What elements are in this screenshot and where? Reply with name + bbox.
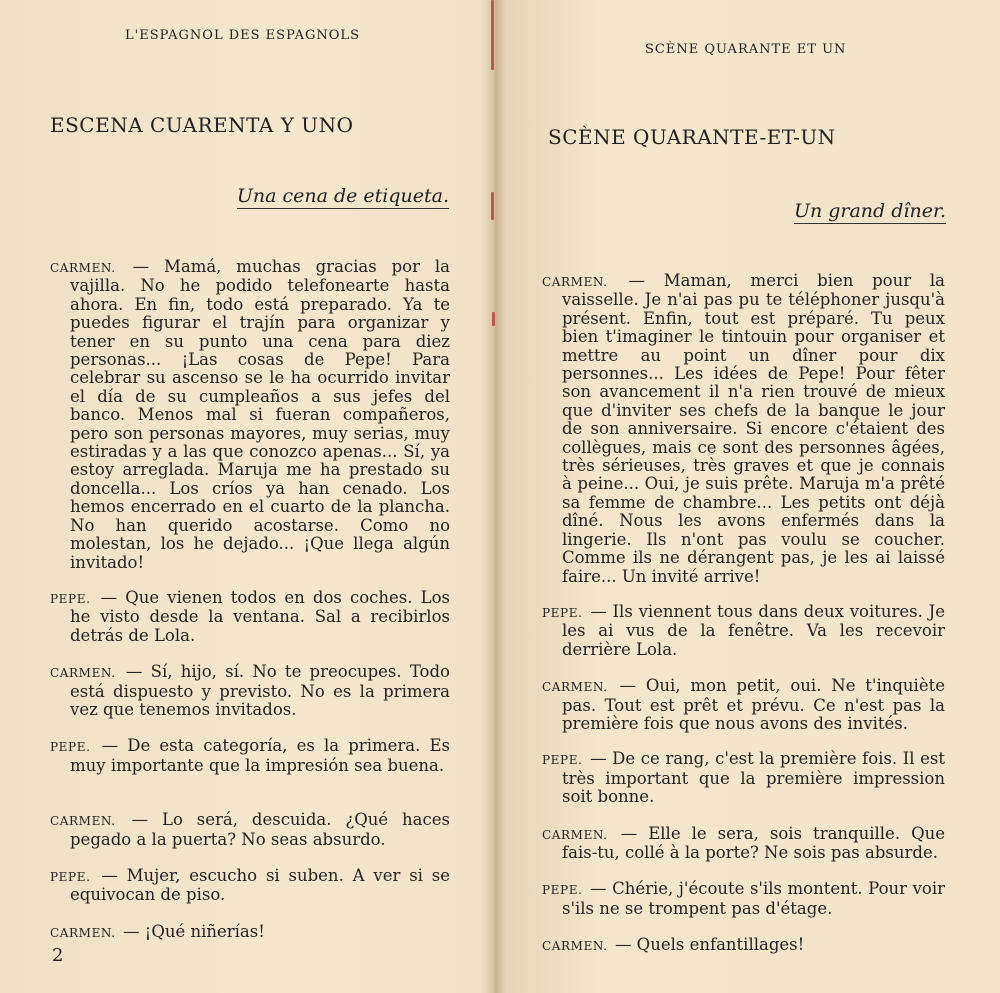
speaker-name: CARMEN. [50, 261, 116, 275]
speaker-name: CARMEN. [542, 939, 608, 954]
speech-text: — Elle le sera, sois tranquille. Que fais-tu, collé à la porte? Ne sois pas absurde. [562, 823, 946, 862]
speaker-name: PEPE. [50, 591, 91, 606]
speech [50, 867, 450, 905]
speech [542, 750, 945, 806]
speech-text: — Que vienen todos en dos coches. Los he visto desde la ventana. Sal a recibirlos detrás de Lola. [70, 587, 450, 645]
speech-text: — De esta categoría, es la primera. Es muy importante que la impresión sea buena. [70, 736, 451, 775]
speech [50, 811, 450, 849]
speech-text: — Ils viennent tous dans deux voitures. Je les ai vus de la fenêtre. Va les recevoir derrière Lola. [562, 601, 946, 659]
speech [542, 603, 945, 659]
speech [50, 663, 450, 719]
speaker-name: CARMEN. [542, 680, 608, 695]
running-head: L'ESPAGNOL DES ESPAGNOLS [125, 28, 360, 43]
speech-text: — Sí, hijo, sí. No te preocupes. Todo está dispuesto y previsto. No es la primera vez que tenemos invitados. [70, 662, 450, 719]
speech [50, 923, 450, 942]
right-page [505, 0, 1000, 993]
speaker-name: PEPE. [50, 740, 91, 755]
speech-text: — Maman, merci bien pour la vaisselle. Je n'ai pas pu te téléphoner jusqu'à présent. Enfin, tout est préparé. Tu peux bien t'imaginer le tintouin pour organiser et mettre au point un dîner pour dix personnes... Les idées de Pepe! Pour fêter son avancement il n'a rien trouvé de mieux que d'inviter ses chefs de la banque le jour de son anniversaire. Si encore c'étaient des collègues, mais ce sont des personnes âgées, très sérieuses, très graves et que je connais à peine... Oui, je suis prête. Maruja m'a prêté sa femme de chambre... Les petits ont déjà dîné. Nous les avons enfermés dans la lingerie. Ils n'ont pas voulu se coucher. Comme ils ne dérangent pas, je les ai laissé faire... Un invité arrive! [562, 271, 946, 586]
speech [542, 936, 945, 955]
speech [50, 589, 450, 645]
scene-title: ESCENA CUARENTA Y UNO [50, 113, 354, 137]
speaker-name: PEPE. [542, 883, 583, 898]
speaker-name: CARMEN. [50, 814, 116, 829]
running-head: SCÈNE QUARANTE ET UN [645, 42, 847, 57]
speaker-name: CARMEN. [542, 275, 608, 289]
speaker-name: CARMEN. [542, 827, 608, 842]
speech-text: — Oui, mon petit, oui. Ne t'inquiète pas. Tout est prêt et prévu. Ce n'est pas la première fois que nous avons des invités. [562, 676, 945, 733]
speech [542, 272, 945, 586]
speech-text: — De ce rang, c'est la première fois. Il est très important que la première impression soit bonne. [562, 749, 946, 807]
speaker-name: CARMEN. [50, 925, 116, 940]
speaker-name: CARMEN. [50, 666, 116, 681]
speech-text: — Quels enfantillages! [614, 935, 805, 955]
speech [50, 258, 450, 572]
dialogue [50, 258, 450, 942]
speech [542, 880, 945, 918]
speech-text: — Mujer, escucho si suben. A ver si se equivocan de piso. [70, 865, 450, 905]
speech-text: — Chérie, j'écoute s'ils montent. Pour voir s'ils ne se trompent pas d'étage. [562, 879, 946, 918]
scene-title: SCÈNE QUARANTE-ET-UN [548, 125, 836, 149]
speech [542, 825, 945, 863]
speaker-name: PEPE. [542, 605, 583, 620]
page-number: 2 [52, 945, 64, 966]
left-page [0, 0, 495, 993]
dialogue [542, 272, 945, 956]
speaker-name: PEPE. [542, 753, 583, 768]
speech [542, 677, 945, 733]
speech [50, 737, 450, 775]
speech-text: — Lo será, descuida. ¿Qué haces pegado a la puerta? No seas absurdo. [70, 810, 450, 849]
scene-subtitle: Una cena de etiqueta. [236, 185, 449, 207]
scene-subtitle: Un grand dîner. [793, 200, 946, 222]
speech-text: — ¡Qué niñerías! [122, 921, 265, 941]
speaker-name: PEPE. [50, 869, 91, 884]
speech-text: — Mamá, muchas gracias por la vajilla. No he podido telefonearte hasta ahora. En fin, todo está preparado. Ya te puedes figurar el trajín para organizar y tener en su punto una cena para diez personas... ¡Las cosas de Pepe! Para celebrar su ascenso se le ha ocurrido invitar el día de su cumpleaños a sus jefes del banco. Menos mal si fueran compañeros, pero son personas mayores, muy serias, muy estiradas y a las que conozco apenas... Sí, ya estoy arreglada. Maruja me ha prestado su doncella... Los críos ya han cenado. Los hemos encerrado en el cuarto de la plancha. No han querido acostarse. Como no molestan, los he dejado... ¡Que llega algún invitado! [70, 257, 450, 572]
